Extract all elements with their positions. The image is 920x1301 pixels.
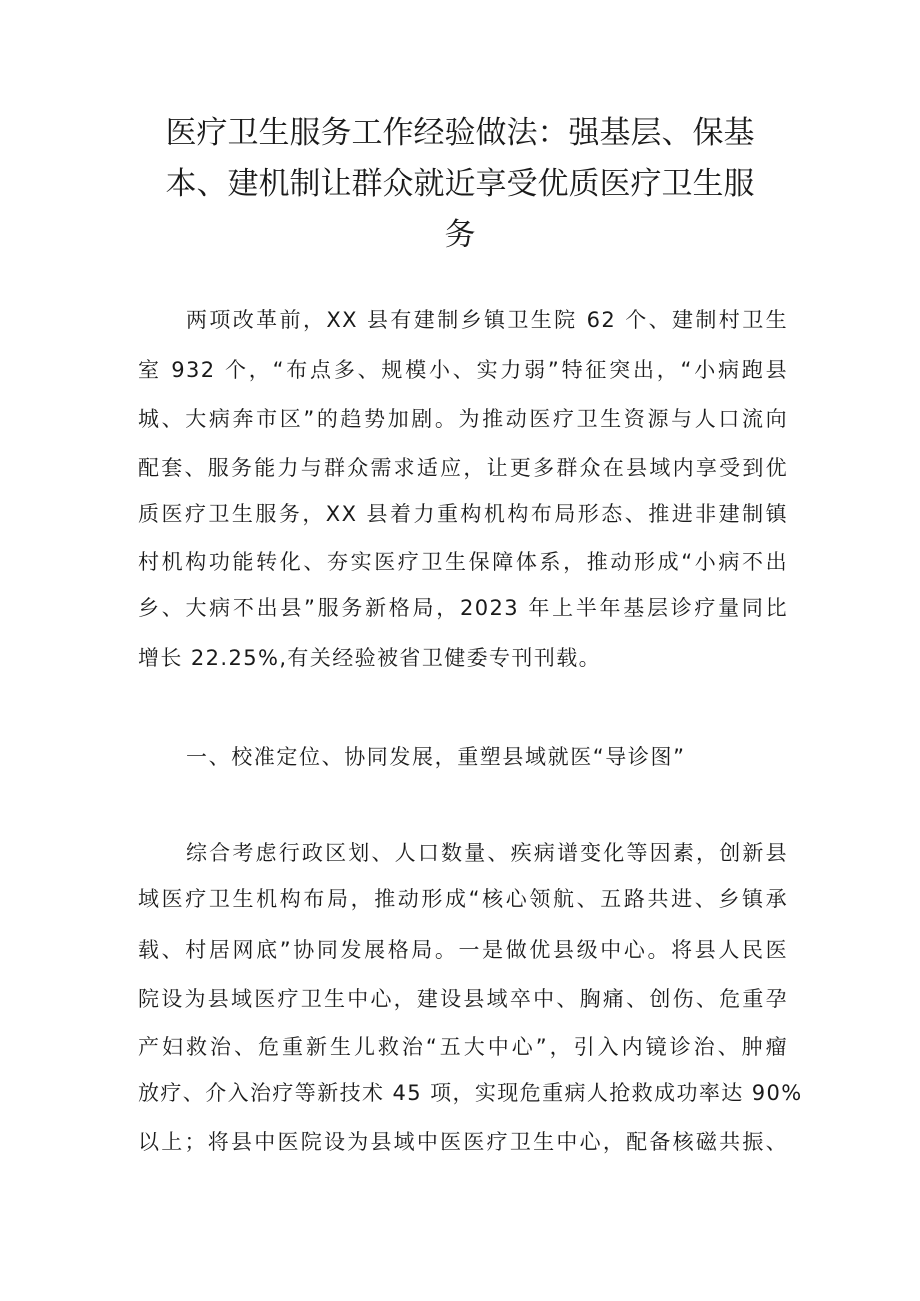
paragraph-2-line: 载、村居网底”协同发展格局。一是做优县级中心。将县人民医 [138,938,788,962]
paragraph-2-line: 域医疗卫生机构布局，推动形成“核心领航、五路共进、乡镇承 [138,887,788,911]
paragraph-2-line: 产妇救治、危重新生儿救治“五大中心”，引入内镜诊治、肿瘤 [138,1035,788,1059]
paragraph-1-line: 室 932 个，“布点多、规模小、实力弱”特征突出，“小病跑县 [138,358,788,382]
paragraph-2-line: 以上；将县中医院设为县域中医医疗卫生中心，配备核磁共振、 [138,1130,788,1154]
paragraph-1-line: 城、大病奔市区”的趋势加剧。为推动医疗卫生资源与人口流向 [138,407,788,431]
document-title [130,108,790,261]
title-line: 务 [444,217,476,253]
paragraph-1-line: 两项改革前，XX 县有建制乡镇卫生院 62 个、建制村卫生 [186,308,788,332]
paragraph-2-line: 放疗、介入治疗等新技术 45 项，实现危重病人抢救成功率达 90% [138,1081,803,1105]
paragraph-1-line: 质医疗卫生服务，XX 县着力重构机构布局形态、推进非建制镇 [138,502,788,526]
paragraph-1-line: 增长 22.25%,有关经验被省卫健委专刊刊载。 [138,646,602,670]
section-heading: 一、校准定位、协同发展，重塑县域就医“导诊图” [186,745,686,769]
paragraph-1-line: 村机构功能转化、夯实医疗卫生保障体系，推动形成“小病不出 [138,550,788,574]
title-line: 医疗卫生服务工作经验做法：强基层、保基 [165,115,755,151]
paragraph-2-line: 综合考虑行政区划、人口数量、疾病谱变化等因素，创新县 [186,841,788,865]
title-line: 本、建机制让群众就近享受优质医疗卫生服 [165,166,755,202]
paragraph-1-line: 乡、大病不出县”服务新格局，2023 年上半年基层诊疗量同比 [138,596,788,620]
paragraph-1-line: 配套、服务能力与群众需求适应，让更多群众在县域内享受到优 [138,456,788,480]
paragraph-2-line: 院设为县域医疗卫生中心，建设县域卒中、胸痛、创伤、危重孕 [138,987,788,1011]
